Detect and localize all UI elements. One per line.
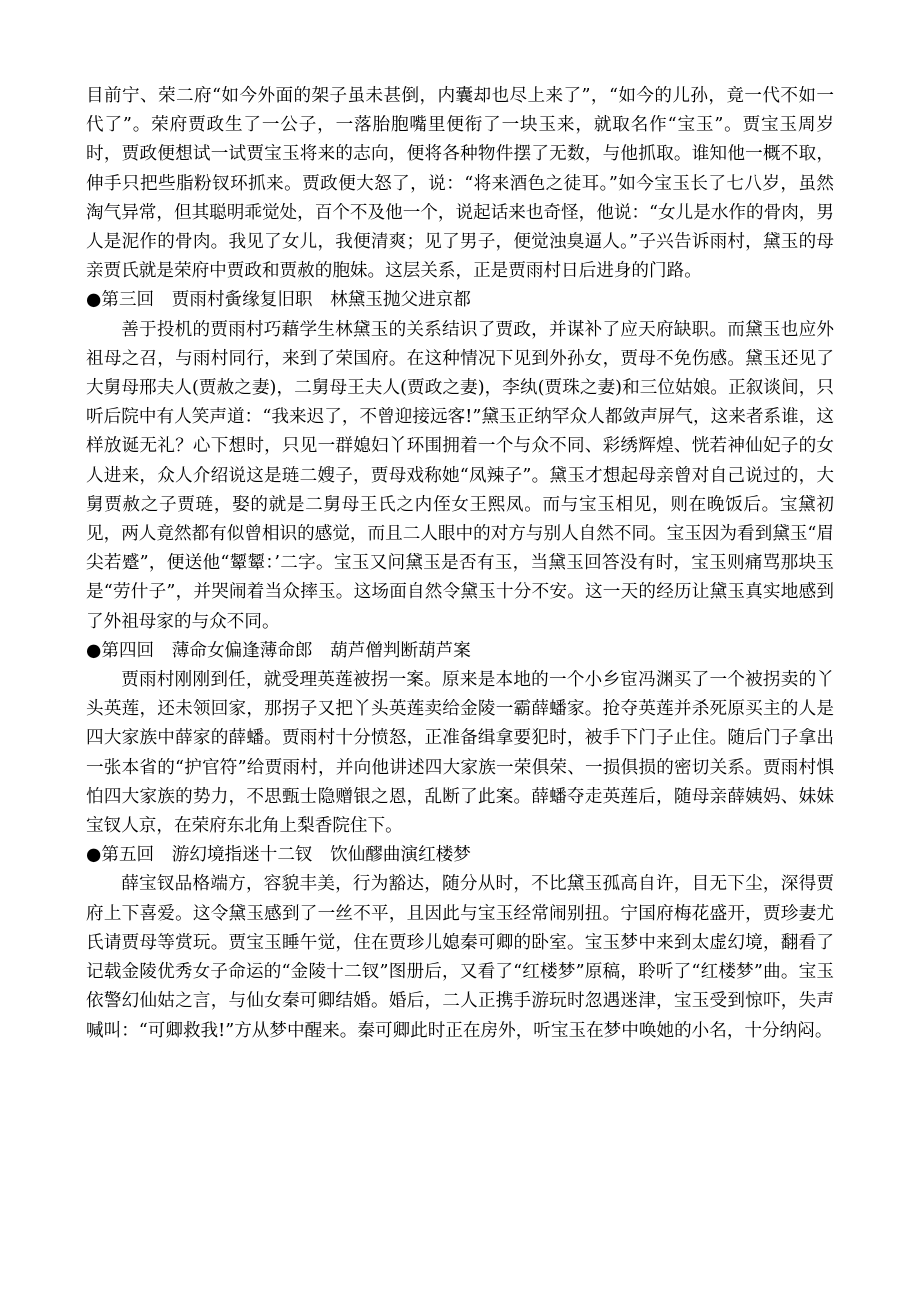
chapter-title-first: 贾雨村夤缘复旧职 xyxy=(171,290,313,311)
paragraph-1: 目前宁、荣二府“如今外面的架子虽未甚倒，内囊却也尽上来了”，“如今的儿孙，竟一代不如一代了”。荣府贾政生了一公子，一落胎胞嘴里便衔了一块玉来，就取名作“宝玉”。贾宝玉周岁时，贾政便想试一试贾宝玉将来的志向，便将各种物件摆了无数，与他抓取。谁知他一概不取，伸手只把些脂粉钗环抓来。贾政便大怒了，说：“将来酒色之徒耳。”如今宝玉长了七八岁，虽然淘气异常，但其聪明乖觉处，百个不及他一个，说起话来也奇怪，他说：“女儿是水作的骨肉，男人是泥作的骨肉。我见了女儿，我便清爽；见了男子，便觉浊臭逼人。”子兴告诉雨村，黛玉的母亲贾氏就是荣府中贾政和贾赦的胞妹。这层关系，正是贾雨村日后进身的门路。 xyxy=(86,86,834,282)
bullet-icon: ● xyxy=(86,640,102,661)
chapter-number: 第四回 xyxy=(101,640,155,661)
chapter-body-4: 贾雨村刚刚到任，就受理英莲被拐一案。原来是本地的一个小乡宦冯渊买了一个被拐卖的丫头英莲，还未领回家，那拐子又把丫头英莲卖给金陵一霸薛蟠家。抢夺英莲并杀死原买主的人是四大家族中薛家的薛蟠。贾雨村十分愤怒，正准备缉拿要犯时，被手下门子止住。随后门子拿出一张本省的“护官符”给贾雨村，并向他讲述四大家族一荣俱荣、一损俱损的密切关系。贾雨村惧怕四大家族的势力，不思甄士隐赠银之恩，乱断了此案。薛蟠夺走英莲后，随母亲薛姨妈、妹妹宝钗人京，在荣府东北角上梨香院住下。 xyxy=(86,670,834,837)
chapter-heading-5 xyxy=(86,841,834,870)
chapter-body-3: 善于投机的贾雨村巧藉学生林黛玉的关系结识了贾政，并谋补了应天府缺职。而黛玉也应外祖母之召，与雨村同行，来到了荣国府。在这种情况下见到外孙女，贾母不免伤感。黛玉还见了大舅母邢夫人(贾赦之妻)，二舅母王夫人(贾政之妻)，李纨(贾珠之妻)和三位姑娘。正叙谈间，只听后院中有人笑声道：“我来迟了，不曾迎接远客!”黛玉正纳罕众人都敛声屏气，这来者系谁，这样放诞无礼？心下想时，只见一群媳妇丫环围拥着一个与众不同、彩绣辉煌、恍若神仙妃子的女人进来，众人介绍说这是琏二嫂子，贾母戏称她“凤辣子”。黛玉才想起母亲曾对自己说过的，大舅贾赦之子贾琏，娶的就是二舅母王氏之内侄女王熙凤。而与宝玉相见，则在晚饭后。宝黛初见，两人竟然都有似曾相识的感觉，而且二人眼中的对方与别人自然不同。宝玉因为看到黛玉“眉尖若蹙”，便送他“颦颦：’二字。宝玉又问黛玉是否有玉，当黛玉回答没有时，宝玉则痛骂那块玉是“劳什子”，并哭闹着当众摔玉。这场面自然令黛玉十分不安。这一天的经历让黛玉真实地感到了外祖母家的与众不同。 xyxy=(86,319,834,632)
chapter-body-5: 薛宝钗品格端方，容貌丰美，行为豁达，随分从时，不比黛玉孤高自许，目无下尘，深得贾府上下喜爱。这令黛玉感到了一丝不平，且因此与宝玉经常闹别扭。宁国府梅花盛开，贾珍妻尤氏请贾母等赏玩。贾宝玉睡午觉，住在贾珍儿媳秦可卿的卧室。宝玉梦中来到太虚幻境，翻看了记载金陵优秀女子命运的“金陵十二钗”图册后，又看了“红楼梦”原稿，聆听了“红楼梦”曲。宝玉依警幻仙姑之言，与仙女秦可卿结婚。婚后，二人正携手游玩时忽遇迷津，宝玉受到惊吓，失声喊叫：“可卿救我!”方从梦中醒来。秦可卿此时正在房外，听宝玉在梦中唤她的小名，十分纳闷。 xyxy=(86,874,834,1041)
chapter-heading-4 xyxy=(86,637,834,666)
chapter-title-first: 薄命女偏逢薄命郎 xyxy=(171,640,313,661)
chapter-title-second: 林黛玉抛父进京都 xyxy=(330,290,471,311)
bullet-icon: ● xyxy=(86,290,102,311)
chapter-title-second: 饮仙醪曲演红楼梦 xyxy=(330,845,471,866)
document-page xyxy=(86,82,834,1046)
chapter-number: 第三回 xyxy=(101,290,155,311)
chapter-title-first: 游幻境指迷十二钗 xyxy=(171,845,313,866)
chapter-heading-3 xyxy=(86,286,834,315)
chapter-number: 第五回 xyxy=(101,845,155,866)
bullet-icon: ● xyxy=(86,845,102,866)
chapter-title-second: 葫芦僧判断葫芦案 xyxy=(330,640,471,661)
